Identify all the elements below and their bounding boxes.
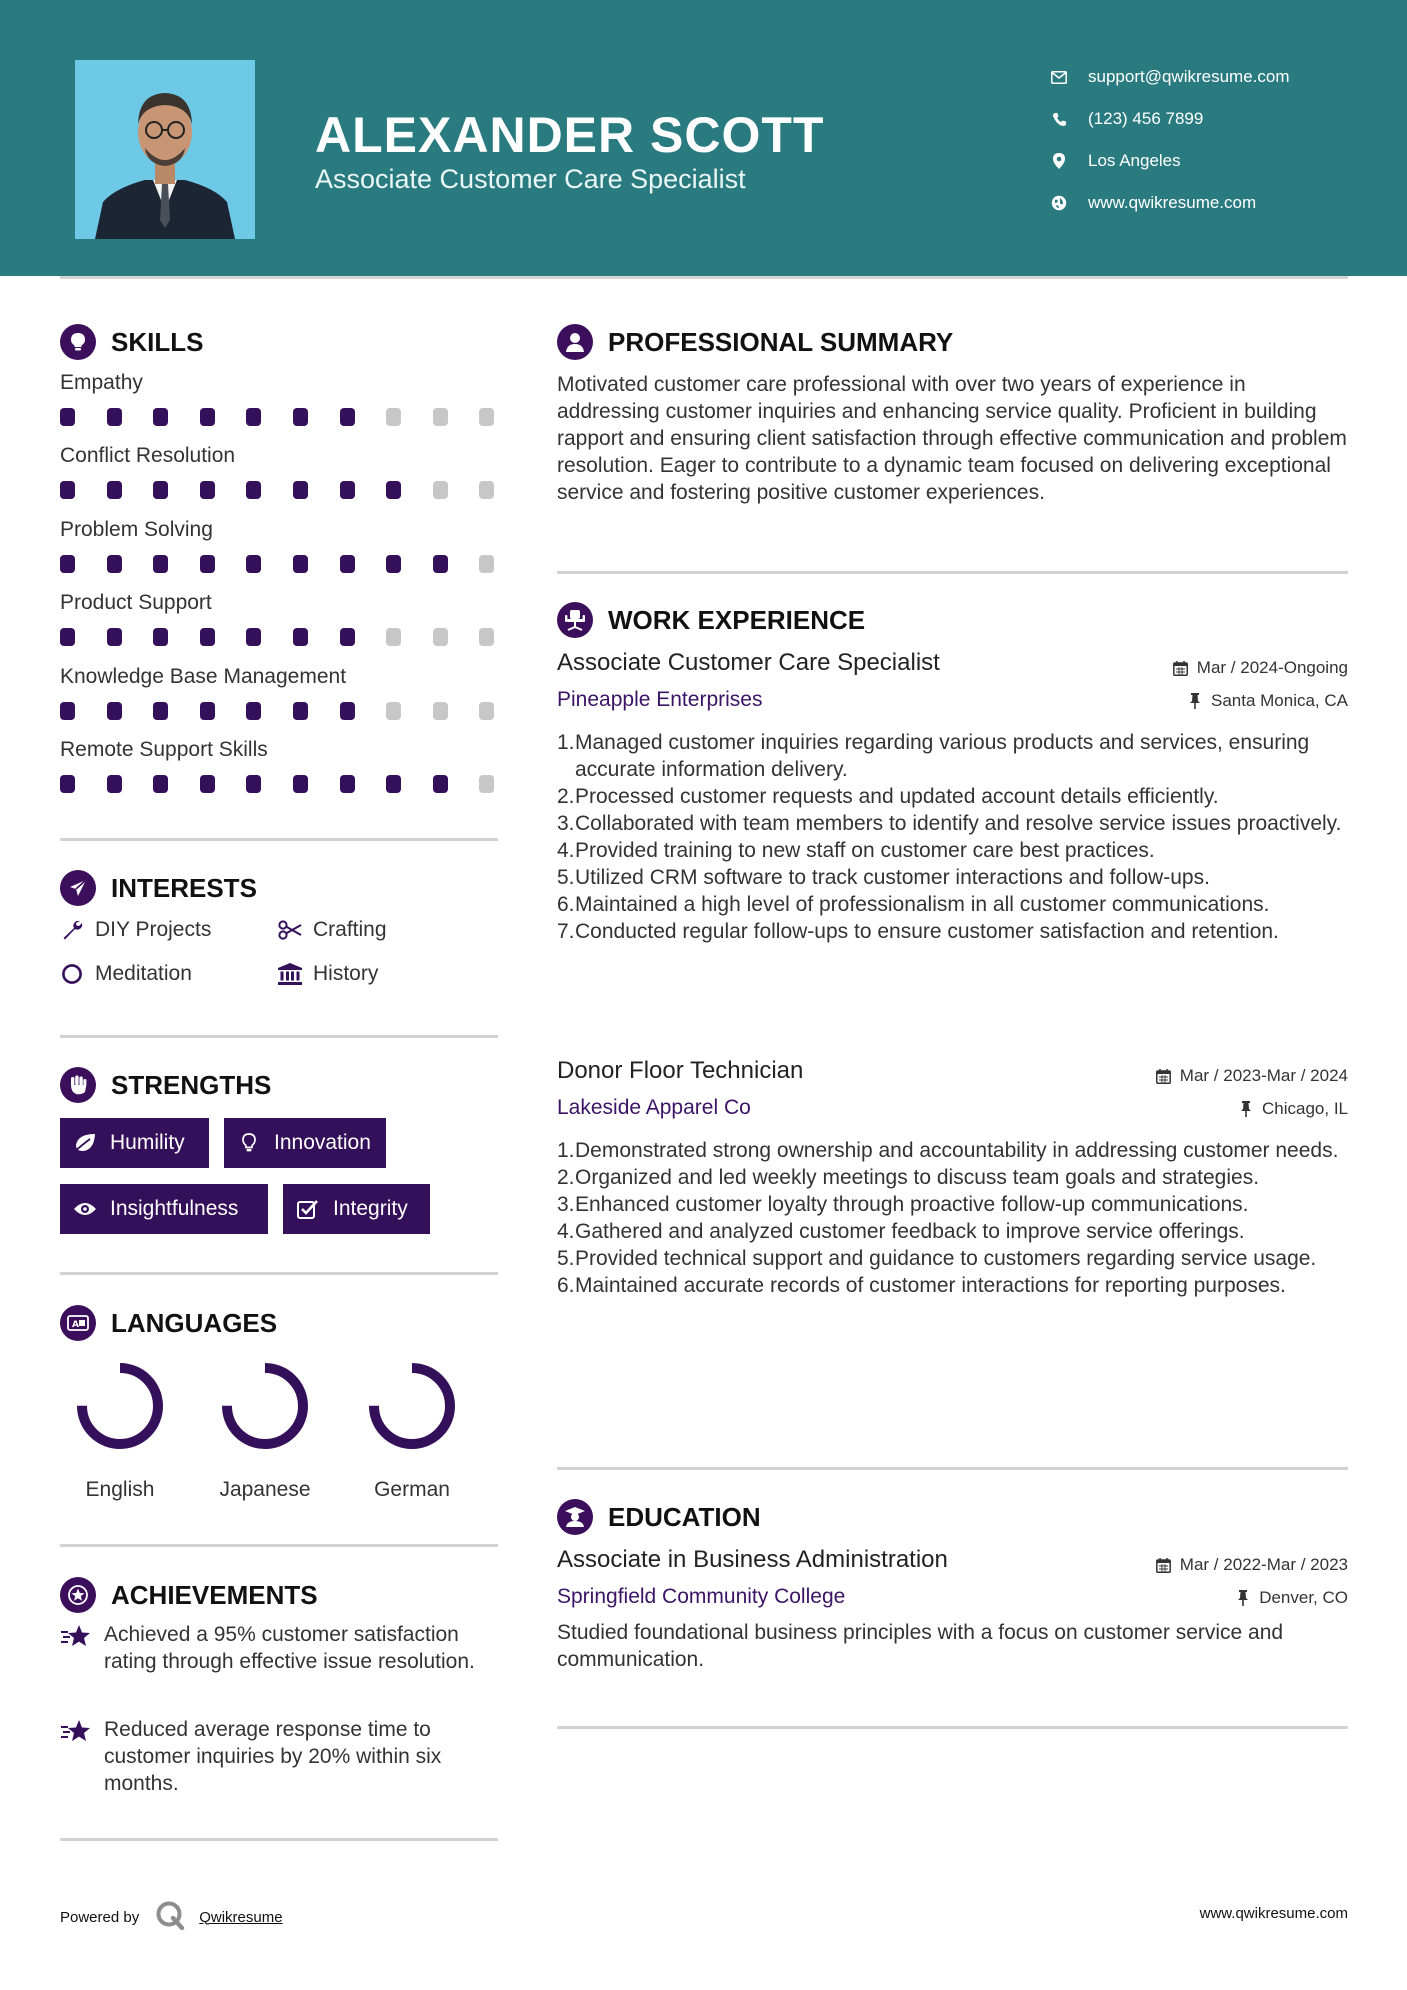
skill-dot-filled [340,481,355,499]
job-title: Donor Floor Technician [557,1057,804,1084]
lightbulb-icon [236,1132,262,1154]
responsibility-item [557,837,1347,864]
skill-dot-filled [293,481,308,499]
language-item [50,1360,190,1502]
skill-dot-filled [107,628,122,646]
user-icon [557,324,593,360]
responsibility-item [557,1164,1347,1191]
skill-dot-filled [107,481,122,499]
responsibility-item [557,1191,1347,1218]
candidate-title: Associate Customer Care Specialist [315,164,746,194]
phone-icon [1050,110,1068,128]
map-pin-icon [1050,152,1068,170]
skill-dot-filled [293,775,308,793]
language-item [342,1360,482,1502]
achievement-text: Reduced average response time to customer inquiries by 20% within six months. [104,1718,442,1795]
responsibility-item [557,1137,1347,1164]
skill-dot-empty [433,702,448,720]
skill-rating [60,479,500,501]
interests-heading [60,870,257,906]
contact-location-text: Los Angeles [1088,151,1181,170]
bullet-number: 1. [557,1139,575,1162]
header-divider [60,276,1348,279]
education-dates-text: Mar / 2022-Mar / 2023 [1179,1555,1348,1574]
responsibility-item [557,783,1347,810]
skill-dot-filled [433,555,448,573]
strengths-title: STRENGTHS [111,1069,272,1100]
skill-rating [60,700,500,722]
skill-dot-filled [107,555,122,573]
education-location [1235,1588,1348,1608]
skill-item [60,368,500,428]
globe-icon [1050,194,1068,212]
job-company: Pineapple Enterprises [557,688,763,711]
profile-photo [75,60,255,239]
language-label: German [374,1478,450,1501]
shooting-star-icon [60,1716,92,1744]
skill-dot-filled [153,775,168,793]
museum-icon [278,962,302,986]
skill-dot-empty [479,555,494,573]
skill-dot-filled [200,628,215,646]
responsibility-text: Utilized CRM software to track customer interactions and follow-ups. [575,866,1210,889]
candidate-name: ALEXANDER SCOTT [315,107,825,163]
strength-label: Humility [110,1131,185,1154]
skill-name: Knowledge Base Management [60,664,347,688]
skill-dot-filled [153,408,168,426]
strength-label: Innovation [274,1131,371,1154]
star-badge-icon [60,1577,96,1613]
achievement-item [60,1621,500,1675]
experience-divider [557,1467,1348,1470]
strength-label: Insightfulness [110,1197,239,1220]
qwikresume-logo-icon [155,1900,185,1934]
skill-dot-filled [60,702,75,720]
contact-email[interactable] [1050,56,1290,98]
job-responsibilities [557,1137,1347,1299]
leaf-icon [72,1132,98,1154]
skill-dot-filled [293,555,308,573]
skill-name: Empathy [60,371,143,394]
responsibility-text: Provided technical support and guidance to customers regarding service usage. [575,1247,1317,1270]
skill-dot-empty [479,775,494,793]
contact-website[interactable] [1050,182,1290,224]
skill-name: Problem Solving [60,517,213,541]
interest-item-history [278,962,378,986]
strengths-heading [60,1067,271,1103]
strength-badge-humility [60,1118,209,1168]
lightbulb-icon [60,324,96,360]
skill-dot-filled [200,555,215,573]
skill-dot-filled [340,702,355,720]
responsibility-text: Maintained accurate records of customer interactions for reporting purposes. [575,1274,1286,1297]
skill-dot-filled [293,702,308,720]
summary-divider [557,571,1348,574]
bullet-number: 3. [557,1193,575,1216]
skills-heading [60,324,203,360]
skill-rating [60,773,500,795]
skill-dot-empty [479,408,494,426]
education-school: Springfield Community College [557,1585,846,1608]
skill-dot-filled [386,481,401,499]
contact-list [1050,56,1290,224]
skill-dot-empty [386,702,401,720]
bullet-number: 6. [557,1274,575,1297]
skills-divider [60,838,498,841]
qwikresume-brand-link[interactable]: Qwikresume [199,1908,283,1926]
skill-item [60,588,500,648]
skill-dot-empty [433,481,448,499]
responsibility-item [557,729,1347,783]
footer-website[interactable]: www.qwikresume.com [1199,1905,1348,1922]
bullet-number: 1. [557,731,575,754]
interest-label: Crafting [313,918,387,941]
language-label: Japanese [219,1478,311,1501]
skill-item [60,515,500,575]
office-chair-icon [557,602,593,638]
contact-phone[interactable] [1050,98,1290,140]
calendar-icon [1173,660,1189,676]
interest-item-meditation [60,962,192,986]
skill-dot-filled [246,555,261,573]
skill-dot-filled [246,481,261,499]
scissors-icon [278,918,302,942]
education-title: EDUCATION [608,1501,761,1532]
skill-dot-filled [246,408,261,426]
responsibility-text: Managed customer inquiries regarding various products and services, ensuring accurate information delivery. [575,731,1310,781]
bullet-number: 7. [557,920,575,943]
skill-dot-filled [386,555,401,573]
responsibility-item [557,1272,1347,1299]
bullet-number: 6. [557,893,575,916]
responsibility-text: Organized and led weekly meetings to discuss team goals and strategies. [575,1166,1260,1189]
language-proficiency-ring [219,1360,311,1452]
skill-dot-filled [293,628,308,646]
shooting-star-icon [60,1621,92,1649]
skill-item [60,441,500,501]
skill-name: Conflict Resolution [60,444,236,468]
skill-dot-filled [153,555,168,573]
responsibility-text: Gathered and analyzed customer feedback to improve service offerings. [575,1220,1245,1243]
language-proficiency-arc [374,1368,450,1444]
strength-label: Integrity [333,1197,408,1220]
skill-item [60,735,500,795]
job-location [1238,1099,1348,1119]
pushpin-icon [1187,693,1203,709]
skill-dot-filled [60,775,75,793]
wrench-icon [60,918,84,942]
envelope-icon [1050,68,1068,86]
job-location-text: Santa Monica, CA [1210,691,1348,710]
bullet-number: 4. [557,1220,575,1243]
skill-dot-filled [153,481,168,499]
education-location-text: Denver, CO [1259,1588,1348,1607]
education-degree: Associate in Business Administration [557,1546,948,1573]
paper-plane-icon [60,870,96,906]
skill-rating [60,406,500,428]
bullet-number: 5. [557,1247,575,1270]
circle-icon [60,962,84,986]
achievements-heading [60,1577,318,1613]
achievements-title: ACHIEVEMENTS [111,1579,318,1610]
footer-powered-by [60,1900,283,1934]
skill-dot-filled [107,408,122,426]
skill-dot-filled [200,702,215,720]
job-dates [1156,1066,1348,1086]
language-card-icon [60,1305,96,1341]
fist-icon [60,1067,96,1103]
svg-text:A: A [72,1320,79,1330]
experience-title: WORK EXPERIENCE [608,604,866,635]
bullet-number: 4. [557,839,575,862]
eye-icon [72,1198,98,1220]
strength-badge-integrity [283,1184,430,1234]
skill-dot-filled [340,775,355,793]
skill-dot-filled [153,628,168,646]
skill-dot-filled [60,481,75,499]
responsibility-text: Provided training to new staff on customer care best practices. [575,839,1155,862]
skill-item [60,662,500,722]
skill-name: Product Support [60,591,212,615]
education-dates [1156,1555,1348,1575]
bullet-number: 3. [557,812,575,835]
responsibility-item [557,1245,1347,1272]
graduate-icon [557,1499,593,1535]
skill-dot-filled [60,628,75,646]
skill-dot-filled [433,775,448,793]
responsibility-text: Processed customer requests and updated account details efficiently. [575,785,1219,808]
achievement-item [60,1716,500,1797]
language-proficiency-ring [366,1360,458,1452]
skill-rating [60,626,500,648]
interests-title: INTERESTS [111,872,257,903]
responsibility-text: Maintained a high level of professionalism in all customer communications. [575,893,1270,916]
contact-email-text: support@qwikresume.com [1088,67,1290,86]
education-divider [557,1726,1348,1729]
interest-label: DIY Projects [95,918,212,941]
responsibility-item [557,891,1347,918]
interest-label: Meditation [95,962,192,985]
responsibility-item [557,864,1347,891]
experience-heading [557,602,865,638]
interest-item-crafting [278,918,387,942]
responsibility-item [557,1218,1347,1245]
strength-badge-innovation [224,1118,386,1168]
skill-dot-filled [340,408,355,426]
skill-dot-filled [153,702,168,720]
pushpin-icon [1238,1101,1254,1117]
job-responsibilities [557,729,1347,945]
responsibility-item [557,810,1347,837]
job-location [1187,691,1348,711]
contact-location [1050,140,1290,182]
skills-title: SKILLS [111,326,204,357]
responsibility-text: Collaborated with team members to identify and resolve service issues proactively. [575,812,1342,835]
bullet-number: 2. [557,1166,575,1189]
skill-dot-filled [340,555,355,573]
languages-title: LANGUAGES [111,1307,278,1338]
bullet-number: 5. [557,866,575,889]
education-heading [557,1499,761,1535]
skill-dot-filled [60,408,75,426]
skill-name: Remote Support Skills [60,738,268,761]
language-proficiency-arc [227,1368,303,1444]
skill-dot-empty [433,408,448,426]
job-company: Lakeside Apparel Co [557,1096,751,1119]
skill-dot-empty [386,408,401,426]
pushpin-icon [1235,1590,1251,1606]
skill-dot-empty [433,628,448,646]
achievements-divider [60,1838,498,1841]
achievement-text: Achieved a 95% customer satisfaction rating through effective issue resolution. [104,1623,475,1673]
skill-dot-empty [479,628,494,646]
language-proficiency-ring [74,1360,166,1452]
interests-divider [60,1035,498,1038]
strengths-divider [60,1272,498,1275]
calendar-icon [1156,1557,1172,1573]
skill-dot-empty [479,702,494,720]
skill-dot-filled [200,775,215,793]
powered-by-text: Powered by [60,1908,140,1926]
job-dates [1173,658,1348,678]
job-dates-text: Mar / 2023-Mar / 2024 [1179,1066,1348,1085]
summary-title: PROFESSIONAL SUMMARY [608,326,954,357]
skill-dot-filled [386,775,401,793]
skill-dot-filled [200,481,215,499]
summary-text: Motivated customer care professional with over two years of experience in addressing customer inquiries and enhancing service quality. Proficient in building rapport and ensuring client satisfaction through effective communication and problem resolution. Eager to contribute to a dynamic team focused on delivering exceptional service and fostering positive customer experiences. [557,373,1347,504]
skill-dot-filled [200,408,215,426]
skill-dot-filled [246,702,261,720]
language-item [195,1360,335,1502]
header-banner [0,0,1407,276]
contact-website-text: www.qwikresume.com [1088,193,1257,212]
responsibility-item [557,918,1347,945]
skill-dot-empty [386,628,401,646]
strength-badge-insightfulness [60,1184,268,1234]
interest-item-diy [60,918,211,942]
languages-divider [60,1544,498,1547]
skill-rating [60,553,500,575]
language-proficiency-arc [82,1368,158,1444]
responsibility-text: Enhanced customer loyalty through proactive follow-up communications. [575,1193,1249,1216]
skill-dot-filled [107,702,122,720]
education-description: Studied foundational business principles with a focus on customer service and communication. [557,1621,1284,1671]
bullet-number: 2. [557,785,575,808]
checkbox-icon [295,1198,321,1220]
skill-dot-filled [60,555,75,573]
job-location-text: Chicago, IL [1262,1099,1348,1118]
responsibility-text: Demonstrated strong ownership and accountability in addressing customer needs. [575,1139,1339,1162]
language-label: English [85,1478,155,1501]
skill-dot-empty [479,481,494,499]
skill-dot-filled [107,775,122,793]
skill-dot-filled [246,775,261,793]
languages-heading [60,1305,277,1341]
skill-dot-filled [246,628,261,646]
interest-label: History [313,962,379,985]
calendar-icon [1156,1068,1172,1084]
responsibility-text: Conducted regular follow-ups to ensure customer satisfaction and retention. [575,920,1279,943]
skill-dot-filled [340,628,355,646]
job-title: Associate Customer Care Specialist [557,649,940,676]
job-dates-text: Mar / 2024-Ongoing [1196,658,1348,677]
skill-dot-filled [293,408,308,426]
summary-heading [557,324,953,360]
contact-phone-text: (123) 456 7899 [1088,109,1204,128]
